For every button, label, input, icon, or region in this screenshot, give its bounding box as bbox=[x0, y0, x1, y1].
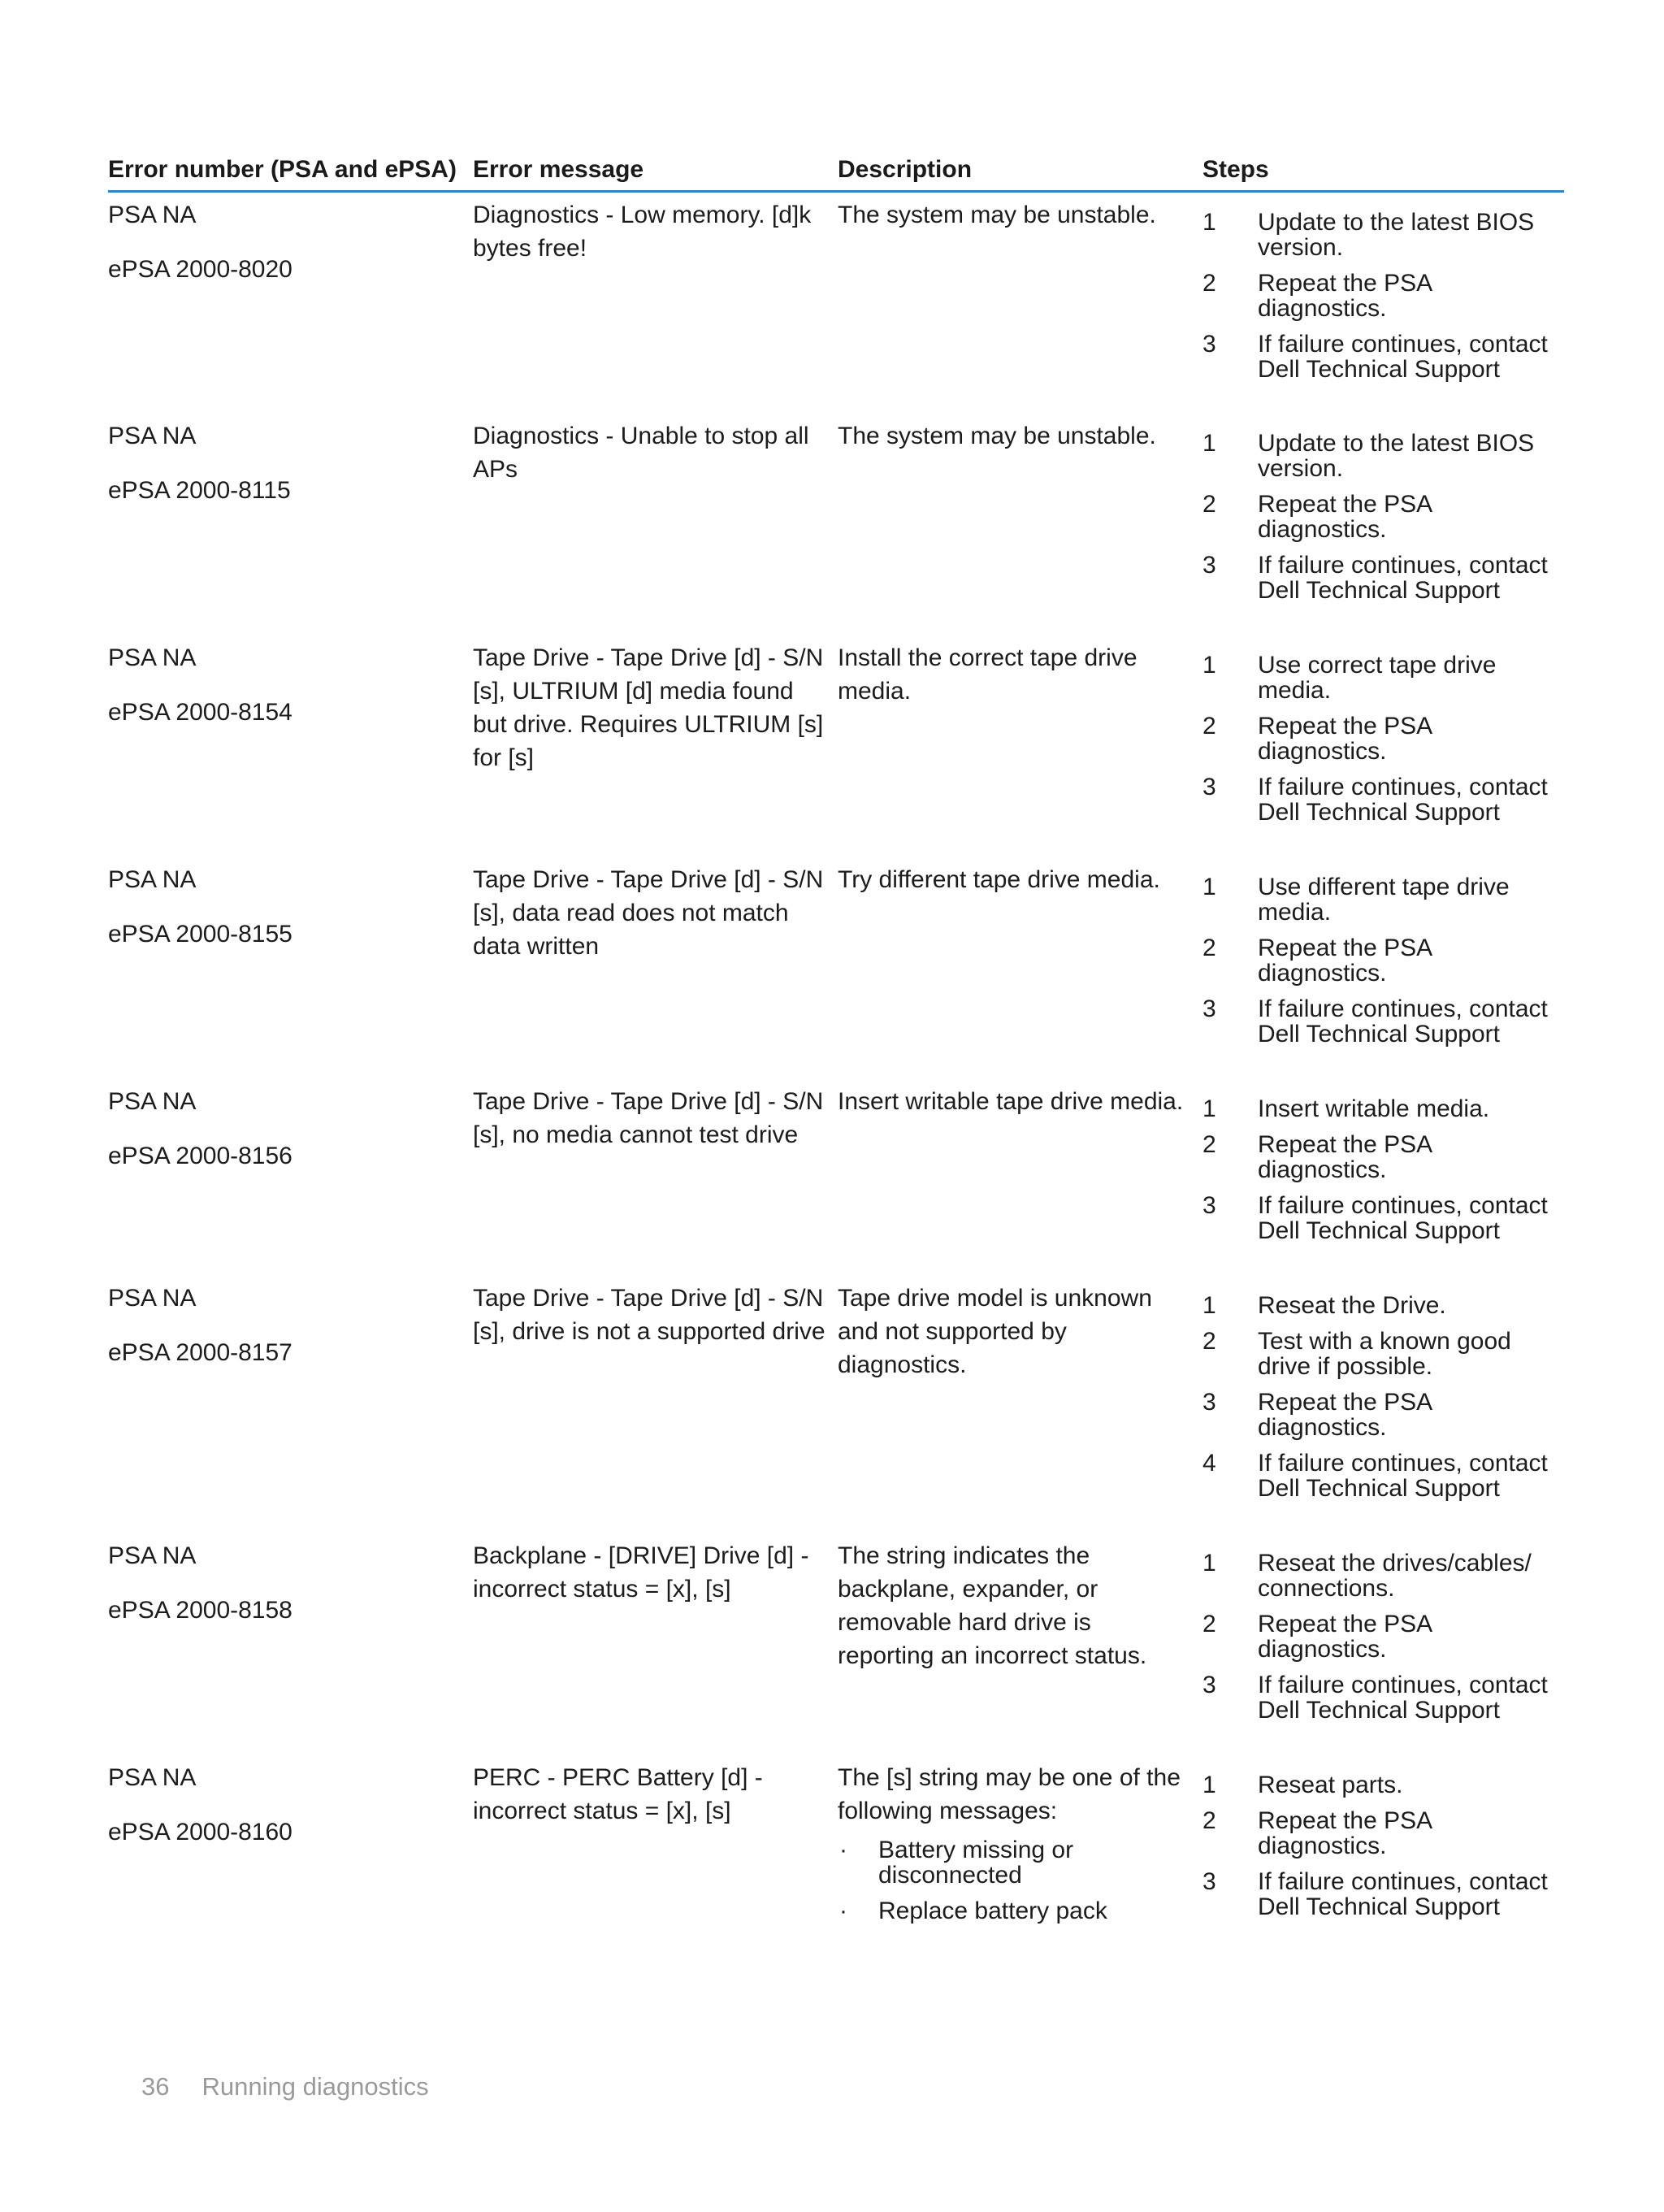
description-cell bbox=[838, 1282, 1202, 1512]
epsa-code: ePSA 2000-8160 bbox=[108, 1819, 292, 1846]
error-message-cell: Tape Drive - Tape Drive [d] - S/N [s], data read does not match data written bbox=[473, 866, 824, 960]
step-item bbox=[1202, 1808, 1553, 1859]
error-number-cell bbox=[108, 641, 473, 835]
step-number: 3 bbox=[1202, 1868, 1216, 1895]
description-cell bbox=[838, 198, 1202, 393]
step-item bbox=[1202, 1293, 1553, 1318]
steps-list bbox=[1202, 1551, 1553, 1723]
error-message-cell: Tape Drive - Tape Drive [d] - S/N [s], no media cannot test drive bbox=[473, 1088, 824, 1148]
steps-list bbox=[1202, 1096, 1553, 1243]
description-text: Tape drive model is unknown and not supported by diagnostics. bbox=[838, 1285, 1152, 1378]
header-error-message: Error message bbox=[473, 156, 644, 183]
header-steps: Steps bbox=[1202, 156, 1269, 183]
steps-list bbox=[1202, 431, 1553, 603]
description-cell bbox=[838, 641, 1202, 835]
step-item bbox=[1202, 1132, 1553, 1182]
table-row bbox=[108, 1282, 1564, 1512]
step-text: Reseat the Drive. bbox=[1258, 1292, 1446, 1319]
step-number: 3 bbox=[1202, 1389, 1216, 1416]
step-item bbox=[1202, 1096, 1553, 1121]
steps-cell bbox=[1202, 1085, 1564, 1254]
bullet-text: Replace battery pack bbox=[878, 1898, 1107, 1924]
psa-code: PSA NA bbox=[108, 423, 197, 449]
step-item bbox=[1202, 1869, 1553, 1919]
step-number: 3 bbox=[1202, 552, 1216, 579]
step-text: If failure continues, contact Dell Technical Support bbox=[1258, 1192, 1548, 1244]
table-row bbox=[108, 1085, 1564, 1254]
error-message-cell: PERC - PERC Battery [d] - incorrect status = [x], [s] bbox=[473, 1764, 763, 1824]
step-number: 3 bbox=[1202, 774, 1216, 800]
header-description: Description bbox=[838, 156, 973, 183]
bullet-item bbox=[838, 1898, 1191, 1924]
steps-list bbox=[1202, 653, 1553, 825]
step-item bbox=[1202, 210, 1553, 260]
step-text: Repeat the PSA diagnostics. bbox=[1258, 935, 1432, 987]
step-text: If failure continues, contact Dell Technical Support bbox=[1258, 1450, 1548, 1502]
step-number: 1 bbox=[1202, 874, 1216, 900]
step-item bbox=[1202, 553, 1553, 603]
step-text: Repeat the PSA diagnostics. bbox=[1258, 491, 1432, 543]
epsa-code: ePSA 2000-8157 bbox=[108, 1339, 292, 1366]
step-item bbox=[1202, 774, 1553, 825]
error-number-cell bbox=[108, 1539, 473, 1733]
step-item bbox=[1202, 431, 1553, 481]
step-number: 1 bbox=[1202, 1772, 1216, 1798]
step-item bbox=[1202, 1451, 1553, 1501]
description-text: The system may be unstable. bbox=[838, 202, 1156, 228]
table-row bbox=[108, 1761, 1564, 1934]
step-number: 1 bbox=[1202, 1095, 1216, 1122]
description-cell bbox=[838, 1085, 1202, 1254]
step-item bbox=[1202, 1551, 1553, 1601]
step-number: 3 bbox=[1202, 1672, 1216, 1698]
error-message-cell: Diagnostics - Low memory. [d]k bytes free! bbox=[473, 202, 812, 262]
epsa-code: ePSA 2000-8020 bbox=[108, 256, 292, 283]
table-row bbox=[108, 1539, 1564, 1733]
description-cell bbox=[838, 419, 1202, 614]
error-message-cell: Backplane - [DRIVE] Drive [d] - incorrect status = [x], [s] bbox=[473, 1542, 809, 1603]
step-text: Repeat the PSA diagnostics. bbox=[1258, 713, 1432, 765]
step-number: 2 bbox=[1202, 491, 1216, 518]
step-text: Repeat the PSA diagnostics. bbox=[1258, 270, 1432, 322]
step-number: 4 bbox=[1202, 1450, 1216, 1477]
error-number-cell bbox=[108, 1085, 473, 1254]
steps-list bbox=[1202, 210, 1553, 382]
header-error-number: Error number (PSA and ePSA) bbox=[108, 156, 457, 183]
step-text: If failure continues, contact Dell Technical Support bbox=[1258, 774, 1548, 826]
step-item bbox=[1202, 332, 1553, 382]
psa-code: PSA NA bbox=[108, 1285, 197, 1312]
step-text: Repeat the PSA diagnostics. bbox=[1258, 1389, 1432, 1441]
bullet-item bbox=[838, 1837, 1191, 1888]
steps-list bbox=[1202, 1293, 1553, 1501]
bullet-text: Battery missing or disconnected bbox=[878, 1837, 1074, 1889]
step-item bbox=[1202, 1193, 1553, 1243]
description-text: The string indicates the backplane, expander, or removable hard drive is reporting an incorrect status. bbox=[838, 1542, 1147, 1669]
steps-cell bbox=[1202, 419, 1564, 614]
step-item bbox=[1202, 996, 1553, 1047]
epsa-code: ePSA 2000-8154 bbox=[108, 699, 292, 726]
error-number-cell bbox=[108, 198, 473, 393]
step-number: 1 bbox=[1202, 430, 1216, 457]
epsa-code: ePSA 2000-8156 bbox=[108, 1143, 292, 1169]
step-text: Reseat the drives/cables/ connections. bbox=[1258, 1550, 1532, 1602]
description-text: The system may be unstable. bbox=[838, 423, 1156, 449]
step-text: Use different tape drive media. bbox=[1258, 874, 1510, 926]
step-number: 2 bbox=[1202, 1611, 1216, 1637]
page-number: 36 bbox=[141, 2072, 170, 2101]
step-number: 2 bbox=[1202, 713, 1216, 740]
step-text: Repeat the PSA diagnostics. bbox=[1258, 1611, 1432, 1663]
step-item bbox=[1202, 713, 1553, 764]
steps-cell bbox=[1202, 1539, 1564, 1733]
bullet-icon: · bbox=[839, 1837, 847, 1863]
step-text: Insert writable media. bbox=[1258, 1095, 1490, 1122]
error-number-cell bbox=[108, 863, 473, 1057]
step-number: 2 bbox=[1202, 935, 1216, 961]
step-number: 3 bbox=[1202, 1192, 1216, 1219]
description-text: Try different tape drive media. bbox=[838, 866, 1160, 893]
psa-code: PSA NA bbox=[108, 202, 197, 228]
step-item bbox=[1202, 1611, 1553, 1662]
description-text: Install the correct tape drive media. bbox=[838, 644, 1138, 705]
steps-cell bbox=[1202, 641, 1564, 835]
step-text: Update to the latest BIOS version. bbox=[1258, 209, 1535, 261]
error-number-cell bbox=[108, 1761, 473, 1934]
step-number: 2 bbox=[1202, 270, 1216, 297]
step-text: Reseat parts. bbox=[1258, 1772, 1403, 1798]
section-title: Running diagnostics bbox=[202, 2072, 429, 2101]
description-text: The [s] string may be one of the following messages: bbox=[838, 1764, 1181, 1824]
step-text: Update to the latest BIOS version. bbox=[1258, 430, 1535, 482]
page-footer bbox=[141, 2072, 429, 2101]
table-row bbox=[108, 641, 1564, 835]
table-row bbox=[108, 198, 1564, 393]
description-bullets bbox=[838, 1837, 1191, 1924]
step-item bbox=[1202, 1672, 1553, 1723]
step-text: Test with a known good drive if possible. bbox=[1258, 1328, 1511, 1380]
step-item bbox=[1202, 1329, 1553, 1379]
description-text: Insert writable tape drive media. bbox=[838, 1088, 1184, 1115]
error-message-cell: Tape Drive - Tape Drive [d] - S/N [s], ULTRIUM [d] media found but drive. Requires ULTRIUM [s] for [s] bbox=[473, 644, 824, 771]
step-text: If failure continues, contact Dell Technical Support bbox=[1258, 995, 1548, 1047]
step-text: Repeat the PSA diagnostics. bbox=[1258, 1131, 1432, 1183]
epsa-code: ePSA 2000-8158 bbox=[108, 1597, 292, 1624]
description-cell bbox=[838, 1761, 1202, 1934]
step-text: If failure continues, contact Dell Technical Support bbox=[1258, 331, 1548, 383]
step-number: 2 bbox=[1202, 1807, 1216, 1834]
step-text: If failure continues, contact Dell Technical Support bbox=[1258, 1868, 1548, 1920]
step-text: If failure continues, contact Dell Technical Support bbox=[1258, 552, 1548, 604]
step-number: 2 bbox=[1202, 1131, 1216, 1158]
step-text: If failure continues, contact Dell Technical Support bbox=[1258, 1672, 1548, 1724]
error-message-cell: Diagnostics - Unable to stop all APs bbox=[473, 423, 809, 483]
steps-cell bbox=[1202, 198, 1564, 393]
psa-code: PSA NA bbox=[108, 1542, 197, 1569]
step-number: 1 bbox=[1202, 652, 1216, 679]
table-row bbox=[108, 419, 1564, 614]
error-number-cell bbox=[108, 419, 473, 614]
step-item bbox=[1202, 935, 1553, 986]
step-text: Repeat the PSA diagnostics. bbox=[1258, 1807, 1432, 1859]
error-message-cell: Tape Drive - Tape Drive [d] - S/N [s], drive is not a supported drive bbox=[473, 1285, 826, 1345]
step-number: 2 bbox=[1202, 1328, 1216, 1355]
steps-list bbox=[1202, 874, 1553, 1047]
step-item bbox=[1202, 1772, 1553, 1798]
description-cell bbox=[838, 1539, 1202, 1733]
steps-cell bbox=[1202, 1282, 1564, 1512]
step-number: 1 bbox=[1202, 209, 1216, 236]
step-item bbox=[1202, 653, 1553, 703]
bullet-icon: · bbox=[839, 1898, 847, 1924]
table-header bbox=[108, 154, 1564, 193]
step-number: 3 bbox=[1202, 995, 1216, 1022]
psa-code: PSA NA bbox=[108, 1088, 197, 1115]
steps-cell bbox=[1202, 863, 1564, 1057]
step-number: 1 bbox=[1202, 1550, 1216, 1577]
step-number: 3 bbox=[1202, 331, 1216, 358]
step-item bbox=[1202, 874, 1553, 925]
description-cell bbox=[838, 863, 1202, 1057]
error-number-cell bbox=[108, 1282, 473, 1512]
epsa-code: ePSA 2000-8115 bbox=[108, 477, 291, 504]
step-number: 1 bbox=[1202, 1292, 1216, 1319]
psa-code: PSA NA bbox=[108, 866, 197, 893]
steps-list bbox=[1202, 1772, 1553, 1919]
psa-code: PSA NA bbox=[108, 644, 197, 671]
step-item bbox=[1202, 271, 1553, 321]
table-row bbox=[108, 863, 1564, 1057]
step-item bbox=[1202, 492, 1553, 542]
psa-code: PSA NA bbox=[108, 1764, 197, 1791]
steps-cell bbox=[1202, 1761, 1564, 1934]
step-item bbox=[1202, 1390, 1553, 1440]
epsa-code: ePSA 2000-8155 bbox=[108, 921, 292, 948]
step-text: Use correct tape drive media. bbox=[1258, 652, 1497, 704]
